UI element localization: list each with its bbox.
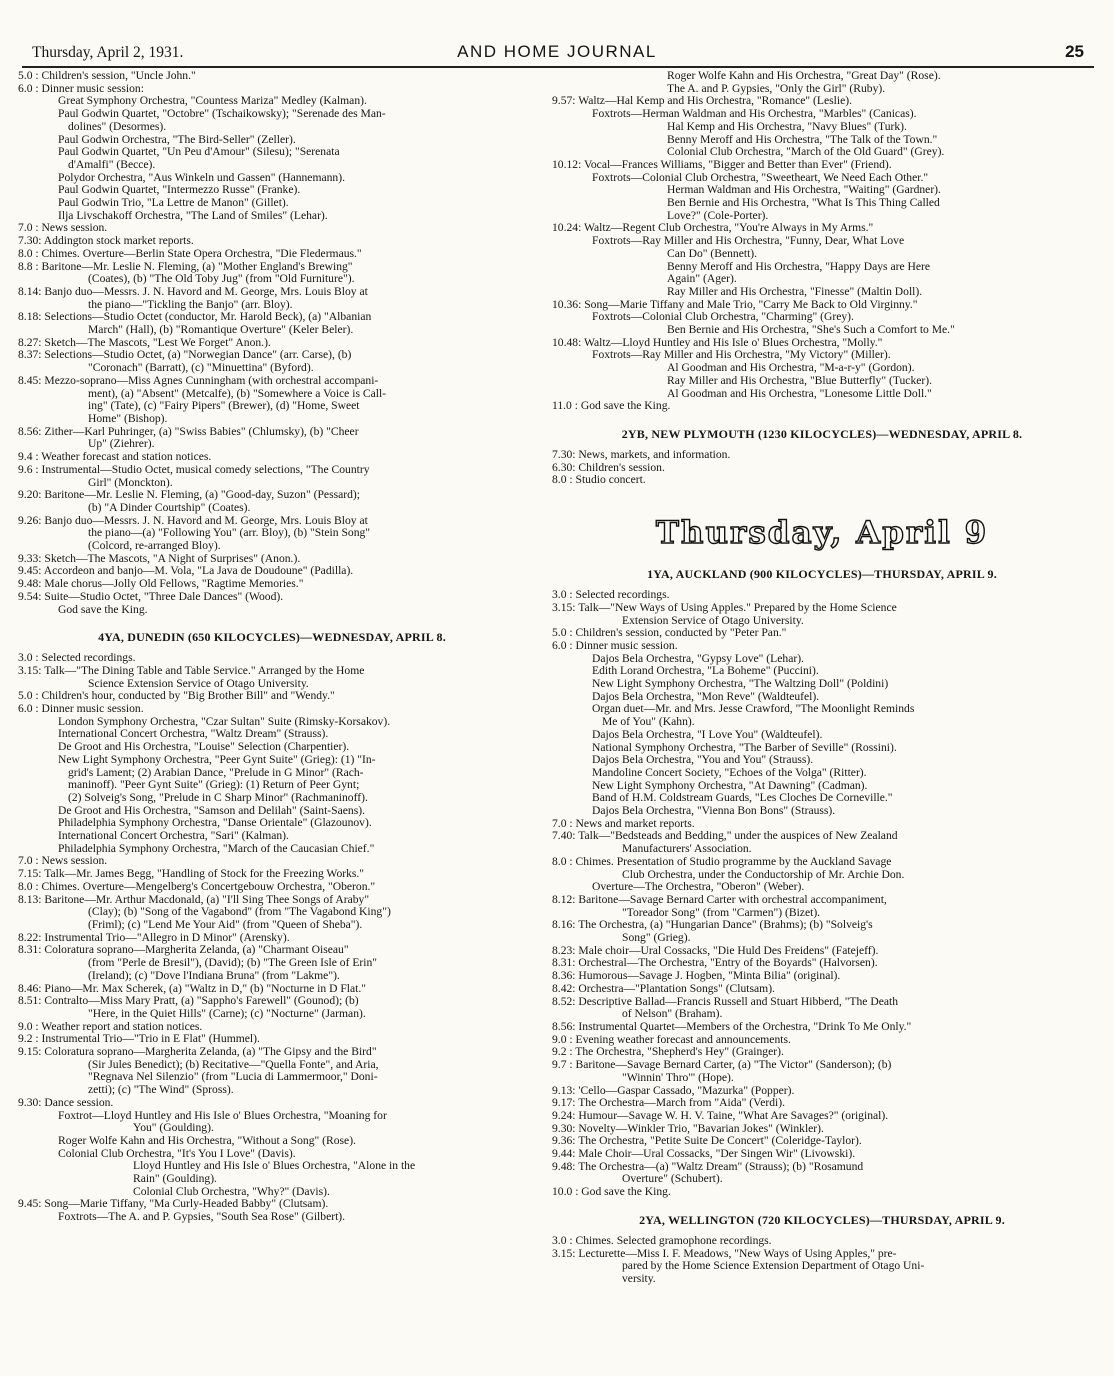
programme-line: 8.0 : Studio concert. [552, 474, 646, 487]
programme-line: 10.48: Waltz—Lloyd Huntley and His Isle o' Blues Orchestra, "Molly." [552, 336, 883, 349]
programme-line: Mandoline Concert Society, "Echoes of the Volga" (Ritter). [592, 766, 867, 779]
programme-line: Paul Godwin Trio, "La Lettre de Manon" (Gillet). [58, 197, 289, 210]
programme-line: 7.40: Talk—"Bedsteads and Bedding," under the auspices of New Zealand [552, 830, 898, 843]
programme-line: 9.57: Waltz—Hal Kemp and His Orchestra, "Romance" (Leslie). [552, 95, 853, 108]
programme-line: 6.0 : Dinner music session: [18, 82, 144, 95]
programme-line: 5.0 : Children's session, conducted by "Peter Pan." [552, 627, 787, 640]
programme-line: 8.0 : Chimes. Presentation of Studio programme by the Auckland Savage [552, 855, 892, 868]
programme-line: 8.45: Mezzo-soprano—Miss Agnes Cunningham (with orchestral accompani- [18, 374, 379, 387]
programme-line: 8.27: Sketch—The Mascots, "Lest We Forget" Anon.). [18, 336, 271, 349]
programme-line: New Light Symphony Orchestra, "The Waltzing Doll" (Poldini) [592, 678, 889, 691]
programme-line: maninoff). "Peer Gynt Suite" (Grieg): (1) Return of Peer Gynt; [68, 779, 360, 792]
programme-line: Philadelphia Symphony Orchestra, "Danse Orientale" (Glazounov). [58, 817, 372, 830]
programme-line: New Light Symphony Orchestra, "Peer Gynt Suite" (Grieg): (1) "In- [58, 753, 376, 766]
header-date: Thursday, April 2, 1931. [32, 44, 184, 61]
programme-line: (from "Perle de Bresil"), (David); (b) "The Green Isle of Erin" [88, 957, 378, 970]
station-heading: 2YB, NEW PLYMOUTH (1230 KILOCYCLES)—WEDNESDAY, APRIL 8. [621, 426, 1023, 441]
programme-line: 8.36: Humorous—Savage J. Hogben, "Minta Bilia" (original). [552, 970, 841, 983]
programme-line: 10.24: Waltz—Regent Club Orchestra, "You're Always in My Arms." [552, 222, 874, 235]
programme-line: Dajos Bela Orchestra, "I Love You" (Waldteufel). [592, 728, 823, 741]
programme-line: The A. and P. Gypsies, "Only the Girl" (Ruby). [667, 82, 886, 95]
programme-line: "Winnin' Thro'" (Hope). [622, 1071, 734, 1084]
programme-line: zetti); (c) "The Wind" (Spross). [88, 1084, 234, 1097]
programme-line: 3.0 : Chimes. Selected gramophone recordings. [552, 1234, 772, 1247]
programme-line: Edith Lorand Orchestra, "La Boheme" (Puccini). [592, 665, 819, 678]
programme-line: De Groot and His Orchestra, "Louise" Selection (Charpentier). [58, 741, 350, 754]
station-heading: 4YA, DUNEDIN (650 KILOCYCLES)—WEDNESDAY, APRIL 8. [98, 630, 446, 645]
programme-line: 9.7 : Baritone—Savage Bernard Carter, (a) "The Victor" (Sanderson); (b) [552, 1059, 892, 1072]
programme-line: "Here, in the Quiet Hills" (Carne); (c) "Nocturne" (Jarman). [88, 1007, 366, 1020]
programme-line: Great Symphony Orchestra, "Countess Mariza" Medley (Kalman). [58, 95, 367, 108]
programme-line: Paul Godwin Quartet, "Intermezzo Russe" (Franke). [58, 184, 301, 197]
station-heading: 2YA, WELLINGTON (720 KILOCYCLES)—THURSDAY, APRIL 9. [639, 1212, 1005, 1227]
programme-line: Hal Kemp and His Orchestra, "Navy Blues" (Turk). [667, 120, 907, 133]
programme-line: 8.42: Orchestra—"Plantation Songs" (Clutsam). [552, 982, 775, 995]
programme-line: d'Amalfi" (Becce). [68, 158, 156, 171]
programme-line: 9.2 : Instrumental Trio—"Trio in E Flat" (Hummel). [18, 1033, 260, 1046]
programme-line: 8.56: Zither—Karl Puhringer, (a) "Swiss Babies" (Chlumsky), (b) "Cheer [18, 425, 359, 438]
programme-line: Up" (Ziehrer). [88, 438, 155, 451]
programme-line: Me of You" (Kahn). [602, 716, 695, 729]
programme-line: Herman Waldman and His Orchestra, "Waiting" (Gardner). [667, 184, 941, 197]
programme-line: grid's Lament; (2) Arabian Dance, "Prelude in G Minor" (Rach- [68, 766, 364, 779]
programme-line: "Toreador Song" (from "Carmen") (Bizet). [622, 906, 821, 919]
left-column [18, 70, 526, 1224]
programme-line: 8.22: Instrumental Trio—"Allegro in D Minor" (Arensky). [18, 931, 290, 944]
programme-line: 9.2 : The Orchestra, "Shepherd's Hey" (Grainger). [552, 1046, 784, 1059]
programme-line: 8.23: Male choir—Ural Cossacks, "Die Huld Des Freidens" (Fatejeff). [552, 944, 879, 957]
programme-line: Foxtrot—Lloyd Huntley and His Isle o' Blues Orchestra, "Moaning for [58, 1109, 387, 1122]
programme-line: pared by the Home Science Extension Department of Otago Uni- [622, 1260, 925, 1273]
programme-line: Colonial Club Orchestra, "March of the Old Guard" (Grey). [667, 146, 945, 159]
programme-line: 10.12: Vocal—Frances Williams, "Bigger and Better than Ever" (Friend). [552, 158, 892, 171]
programme-line: 9.15: Coloratura soprano—Margherita Zelanda, (a) "The Gipsy and the Bird" [18, 1046, 377, 1059]
header-rule [22, 66, 1094, 68]
header-title: AND HOME JOURNAL [457, 42, 657, 61]
programme-line: Dajos Bela Orchestra, "Vienna Bon Bons" (Strauss). [592, 805, 836, 818]
programme-line: 3.0 : Selected recordings. [18, 652, 136, 665]
programme-line: 8.31: Coloratura soprano—Margherita Zelanda, (a) "Charmant Oiseau" [18, 944, 349, 957]
programme-line: (Ireland); (c) "Dove l'Indiana Bruna" (from "Lakme"). [88, 969, 340, 982]
programme-line: International Concert Orchestra, "Sari" (Kalman). [58, 830, 289, 843]
programme-line: 6.30: Children's session. [552, 461, 665, 474]
programme-line: Paul Godwin Quartet, "Octobre" (Tschaikowsky); "Serenade des Man- [58, 108, 386, 121]
programme-line: ing" (Tate), (c) "Fairy Pipers" (Brewer), (d) "Home, Sweet [88, 400, 360, 413]
programme-line: 9.26: Banjo duo—Messrs. J. N. Havord and M. George, Mrs. Louis Bloy at [18, 514, 368, 527]
programme-line: Love?" (Cole-Porter). [667, 209, 769, 222]
programme-line: (Clay); (b) "Song of the Vagabond" (from "The Vagabond King") [88, 906, 391, 919]
programme-line: Band of H.M. Coldstream Guards, "Les Cloches De Corneville." [592, 792, 893, 805]
programme-line: Ben Bernie and His Orchestra, "She's Such a Comfort to Me." [667, 324, 955, 337]
programme-line: 3.15: Talk—"The Dining Table and Table Service." Arranged by the Home [18, 664, 365, 677]
programme-line: Roger Wolfe Kahn and His Orchestra, "Great Day" (Rose). [667, 70, 941, 82]
programme-line: 6.0 : Dinner music session. [18, 703, 144, 716]
programme-line: (Sir Jules Benedict); (b) Recitative—"Quella Fonte", and Aria, [88, 1058, 379, 1071]
programme-line: Dajos Bela Orchestra, "Gypsy Love" (Lehar). [592, 652, 804, 665]
programme-line: Again" (Ager). [667, 273, 737, 286]
programme-line: Ray Miller and His Orchestra, "Blue Butterfly" (Tucker). [667, 374, 933, 387]
programme-line: 9.33: Sketch—The Mascots, "A Night of Surprises" (Anon.). [18, 552, 301, 565]
programme-line: 8.12: Baritone—Savage Bernard Carter with orchestral accompaniment, [552, 893, 887, 906]
programme-line: 6.0 : Dinner music session. [552, 639, 678, 652]
programme-line: 9.36: The Orchestra, "Petite Suite De Concert" (Coleridge-Taylor). [552, 1135, 862, 1148]
programme-line: 9.48: Male chorus—Jolly Old Fellows, "Ragtime Memories." [18, 578, 304, 591]
programme-line: dolines" (Desormes). [68, 120, 167, 133]
programme-line: "Coronach" (Barratt), (c) "Minuettina" (Byford). [88, 362, 314, 375]
programme-line: 8.0 : Chimes. Overture—Mengelberg's Concertgebouw Orchestra, "Oberon." [18, 880, 376, 893]
right-column [552, 70, 1092, 1286]
programme-line: Organ duet—Mr. and Mrs. Jesse Crawford, "The Moonlight Reminds [592, 703, 915, 716]
programme-line: of Nelson" (Braham). [622, 1008, 723, 1021]
programme-line: the piano—"Tickling the Banjo" (arr. Bloy). [88, 298, 293, 311]
programme-line: 9.20: Baritone—Mr. Leslie N. Fleming, (a) "Good-day, Suzon" (Pessard); [18, 489, 360, 502]
programme-line: Manufacturers' Association. [622, 843, 752, 856]
programme-line: 7.0 : News session. [18, 855, 108, 868]
programme-line: Dajos Bela Orchestra, "Mon Reve" (Waldteufel). [592, 690, 820, 703]
programme-line: London Symphony Orchestra, "Czar Sultan" Suite (Rimsky-Korsakov). [58, 715, 391, 728]
programme-line: 9.0 : Evening weather forecast and announcements. [552, 1033, 791, 1046]
programme-line: 9.30: Dance session. [18, 1096, 114, 1109]
programme-line: 8.16: The Orchestra, (a) "Hungarian Dance" (Brahms); (b) "Solveig's [552, 919, 873, 932]
programme-line: Lloyd Huntley and His Isle o' Blues Orchestra, "Alone in the [133, 1160, 416, 1173]
programme-line: 8.14: Banjo duo—Messrs. J. N. Havord and M. George, Mrs. Louis Bloy at [18, 285, 368, 298]
programme-line: Girl" (Monckton). [88, 476, 173, 489]
programme-line: 7.15: Talk—Mr. James Begg, "Handling of Stock for the Freezing Works." [18, 868, 365, 881]
programme-line: 8.18: Selections—Studio Octet (conductor, Mr. Harold Beck), (a) "Albanian [18, 311, 372, 324]
programme-line: Foxtrots—Colonial Club Orchestra, "Charming" (Grey). [592, 311, 854, 324]
programme-line: 8.37: Selections—Studio Octet, (a) "Norwegian Dance" (arr. Carse), (b) [18, 349, 352, 362]
programme-line: Dajos Bela Orchestra, "You and You" (Strauss). [592, 754, 814, 767]
day-heading: Thursday, April 9 [655, 515, 989, 552]
programme-line: 8.8 : Baritone—Mr. Leslie N. Fleming, (a) "Mother England's Brewing" [18, 260, 353, 273]
programme-line: National Symphony Orchestra, "The Barber of Seville" (Rossini). [592, 741, 897, 754]
programme-line: Song" (Grieg). [622, 932, 691, 945]
page-header [0, 0, 1114, 70]
station-heading: 1YA, AUCKLAND (900 KILOCYCLES)—THURSDAY, APRIL 9. [647, 567, 997, 582]
programme-line: Home" (Bishop). [88, 412, 168, 425]
programme-line: Al Goodman and His Orchestra, "Lonesome Little Doll." [667, 387, 932, 400]
programme-line: Benny Meroff and His Orchestra, "The Talk of the Town." [667, 133, 938, 146]
programme-line: 10.36: Song—Marie Tiffany and Male Trio, "Carry Me Back to Old Virginny." [552, 298, 918, 311]
programme-line: 11.0 : God save the King. [552, 400, 671, 413]
programme-line: International Concert Orchestra, "Waltz Dream" (Strauss). [58, 728, 329, 741]
programme-line: Extension Service of Otago University. [622, 614, 804, 627]
programme-line: 9.30: Novelty—Winkler Trio, "Bavarian Jokes" (Winkler). [552, 1122, 824, 1135]
programme-line: Paul Godwin Quartet, "Un Peu d'Amour" (Silesu); "Serenata [58, 146, 340, 159]
programme-line: 8.52: Descriptive Ballad—Francis Russell and Stuart Hibberd, "The Death [552, 995, 899, 1008]
programme-line: ment), (a) "Absent" (Metcalfe), (b) "Somewhere a Voice is Call- [88, 387, 387, 400]
programme-line: (Coates), (b) "The Old Toby Jug" (from "Old Furniture"). [88, 273, 355, 286]
programme-line: 9.45: Song—Marie Tiffany, "Ma Curly-Headed Babby" (Clutsam). [18, 1198, 329, 1211]
programme-line: 8.13: Baritone—Mr. Arthur Macdonald, (a) "I'll Sing Thee Songs of Araby" [18, 893, 370, 906]
programme-line: (Friml); (c) "Lend Me Your Aid" (from "Queen of Sheba"). [88, 919, 363, 931]
programme-line: 9.6 : Instrumental—Studio Octet, musical comedy selections, "The Country [18, 463, 370, 476]
programme-line: 7.30: Addington stock market reports. [18, 235, 194, 248]
programme-line: New Light Symphony Orchestra, "At Dawning" (Cadman). [592, 779, 868, 792]
programme-line: Colonial Club Orchestra, "It's You I Love" (Davis). [58, 1147, 296, 1160]
programme-line: 3.0 : Selected recordings. [552, 589, 670, 602]
programme-line: Science Extension Service of Otago University. [88, 677, 309, 690]
programme-line: Ray Miller and His Orchestra, "Finesse" (Maltin Doll). [667, 285, 923, 298]
programme-line: Colonial Club Orchestra, "Why?" (Davis). [133, 1185, 330, 1198]
programme-line: (b) "A Dinder Courtship" (Coates). [88, 501, 251, 514]
programme-line: 9.54: Suite—Studio Octet, "Three Dale Dances" (Wood). [18, 590, 284, 603]
programme-line: 8.0 : Chimes. Overture—Berlin State Opera Orchestra, "Die Fledermaus." [18, 247, 362, 260]
programme-line: 8.56: Instrumental Quartet—Members of the Orchestra, "Drink To Me Only." [552, 1021, 912, 1033]
programme-line: 8.31: Orchestral—The Orchestra, "Entry of the Boyards" (Halvorsen). [552, 957, 878, 970]
programme-line: 8.46: Piano—Mr. Max Scherek, (a) "Waltz in D," (b) "Nocturne in D Flat." [18, 982, 367, 995]
programme-line: Foxtrots—Ray Miller and His Orchestra, "My Victory" (Miller). [592, 349, 891, 362]
programme-line: Ben Bernie and His Orchestra, "What Is This Thing Called [667, 197, 940, 210]
programme-line: Paul Godwin Orchestra, "The Bird-Seller" (Zeller). [58, 133, 296, 146]
programme-line: Overture—The Orchestra, "Oberon" (Weber). [592, 881, 805, 894]
programme-line: 9.17: The Orchestra—March from "Aida" (Verdi). [552, 1097, 786, 1110]
programme-line: the piano—(a) "Following You" (arr. Bloy), (b) "Stein Song" [88, 527, 371, 540]
programme-line: De Groot and His Orchestra, "Samson and Delilah" (Saint-Saens). [58, 804, 365, 817]
programme-line: Foxtrots—Herman Waldman and His Orchestra, "Marbles" (Canicas). [592, 108, 917, 121]
programme-line: 7.0 : News session. [18, 222, 108, 235]
programme-line: Philadelphia Symphony Orchestra, "March of the Caucasian Chief." [58, 842, 375, 855]
programme-line: Club Orchestra, under the Conductorship of Mr. Archie Don. [622, 868, 905, 881]
programme-line: Roger Wolfe Kahn and His Orchestra, "Without a Song" (Rose). [58, 1134, 356, 1147]
programme-line: Foxtrots—Colonial Club Orchestra, "Sweetheart, We Need Each Other." [592, 171, 929, 184]
programme-line: 7.0 : News and market reports. [552, 817, 695, 830]
programme-line: 9.13: 'Cello—Gaspar Cassado, "Mazurka" (Popper). [552, 1084, 795, 1097]
programme-line: 9.48: The Orchestra—(a) "Waltz Dream" (Strauss); (b) "Rosamund [552, 1160, 864, 1173]
programme-line: Foxtrots—The A. and P. Gypsies, "South Sea Rose" (Gilbert). [58, 1211, 346, 1224]
programme-line: Polydor Orchestra, "Aus Winkeln und Gassen" (Hannemann). [58, 171, 345, 184]
programme-line: 9.0 : Weather report and station notices. [18, 1020, 203, 1033]
programme-line: 8.51: Contralto—Miss Mary Pratt, (a) "Sappho's Farewell" (Gounod); (b) [18, 995, 359, 1008]
programme-line: 3.15: Lecturette—Miss I. F. Meadows, "New Ways of Using Apples," pre- [552, 1247, 897, 1260]
programme-line: (2) Solveig's Song, "Prelude in C Sharp Minor" (Rachmaninoff). [68, 791, 368, 804]
programme-line: 10.0 : God save the King. [552, 1186, 671, 1199]
programme-line: Ilja Livschakoff Orchestra, "The Land of Smiles" (Lehar). [58, 209, 328, 222]
programme-line: Overture" (Schubert). [622, 1173, 723, 1186]
programme-line: (Colcord, re-arranged Bloy). [88, 540, 221, 553]
programme-line: 5.0 : Children's hour, conducted by "Big Brother Bill" and "Wendy." [18, 690, 335, 703]
programme-line: 5.0 : Children's session, "Uncle John." [18, 70, 196, 82]
programme-line: 9.4 : Weather forecast and station notices. [18, 451, 212, 464]
programme-line: Foxtrots—Ray Miller and His Orchestra, "Funny, Dear, What Love [592, 235, 905, 248]
programme-line: March" (Hall), (b) "Romantique Overture" (Keler Beler). [88, 324, 354, 337]
programme-line: Benny Meroff and His Orchestra, "Happy Days are Here [667, 260, 931, 273]
programme-line: versity. [622, 1272, 656, 1285]
programme-line: "Regnava Nel Silenzio" (from "Lucia di Lammermoor," Doni- [88, 1071, 378, 1084]
programme-line: 9.24: Humour—Savage W. H. V. Taine, "What Are Savages?" (original). [552, 1109, 889, 1122]
programme-line: 7.30: News, markets, and information. [552, 448, 731, 461]
programme-line: God save the King. [58, 603, 148, 616]
programme-line: 9.44: Male Choir—Ural Cossacks, "Der Singen Wir" (Livowski). [552, 1148, 856, 1161]
programme-line: Can Do" (Bennett). [667, 247, 758, 260]
page-number: 25 [1065, 42, 1084, 61]
programme-line: 3.15: Talk—"New Ways of Using Apples." Prepared by the Home Science [552, 601, 897, 614]
programme-line: You" (Goulding). [133, 1122, 214, 1135]
programme-line: Rain" (Goulding). [133, 1173, 217, 1186]
programme-line: Al Goodman and His Orchestra, "M-a-r-y" (Gordon). [667, 362, 915, 375]
programme-line: 9.45: Accordeon and banjo—M. Vola, "La Java de Doudoune" (Padilla). [18, 565, 354, 578]
